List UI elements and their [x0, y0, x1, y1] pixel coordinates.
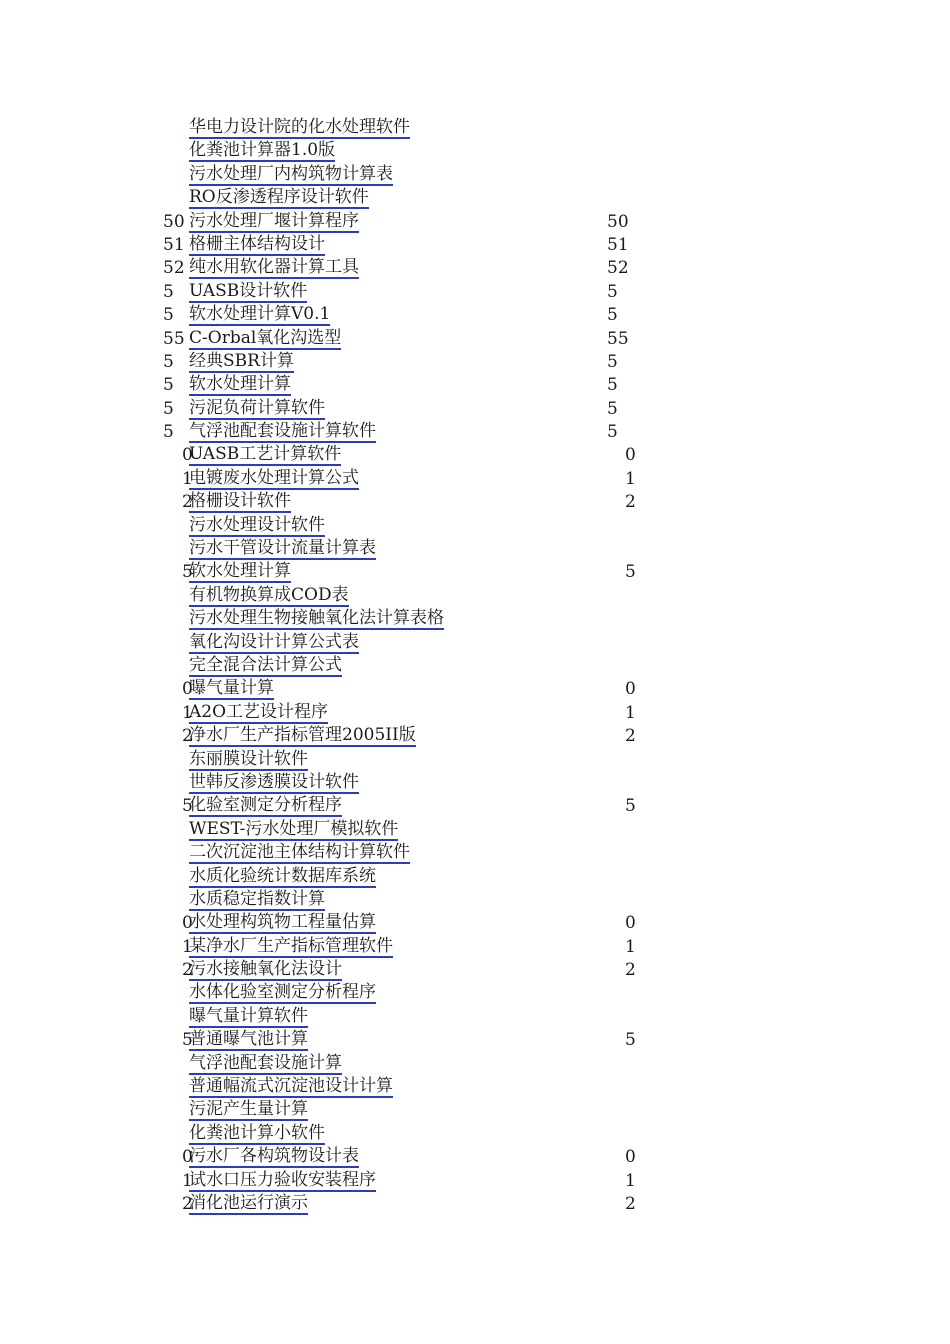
software-link[interactable]: WEST-污水处理厂模拟软件	[189, 818, 399, 839]
software-link[interactable]: 完全混合法计算公式	[189, 654, 342, 675]
software-link[interactable]: 消化池运行演示	[189, 1192, 308, 1213]
right-index-number: 0	[625, 679, 636, 700]
right-index-number: 2	[625, 1193, 636, 1214]
right-index-number: 5	[607, 281, 618, 302]
list-item	[0, 772, 950, 795]
software-link[interactable]: 化粪池计算器1.0版	[189, 140, 336, 161]
list-item	[0, 304, 950, 327]
list-item	[0, 702, 950, 725]
software-link[interactable]: 纯水用软化器计算工具	[189, 257, 359, 278]
list-item	[0, 632, 950, 655]
software-link[interactable]: 华电力设计院的化水处理软件	[189, 117, 410, 137]
list-item	[0, 421, 950, 444]
list-item	[0, 795, 950, 818]
right-index-number: 5	[625, 1030, 636, 1051]
software-link[interactable]: 格栅设计软件	[189, 491, 291, 512]
left-index-number: 1	[182, 936, 191, 957]
software-link[interactable]: 曝气量计算软件	[189, 1005, 308, 1026]
software-link[interactable]: C-Orbal氧化沟选型	[189, 327, 342, 348]
software-link[interactable]: 某净水厂生产指标管理软件	[189, 935, 393, 956]
software-link[interactable]: 有机物换算成COD表	[189, 584, 349, 605]
left-index-number: 5	[163, 375, 174, 396]
left-index-number: 2	[182, 726, 191, 747]
list-item	[0, 398, 950, 421]
list-item	[0, 1123, 950, 1146]
software-link[interactable]: 曝气量计算	[189, 678, 274, 699]
list-item	[0, 211, 950, 234]
right-index-number: 1	[625, 1170, 636, 1191]
software-link[interactable]: 水体化验室测定分析程序	[189, 982, 376, 1003]
software-link[interactable]: 化验室测定分析程序	[189, 795, 342, 816]
list-item	[0, 328, 950, 351]
list-item	[0, 1193, 950, 1216]
right-index-number: 5	[607, 375, 618, 396]
list-item	[0, 608, 950, 631]
left-index-number: 5	[182, 562, 191, 583]
right-index-number: 50	[607, 211, 629, 232]
list-item	[0, 1076, 950, 1099]
list-item	[0, 561, 950, 584]
left-index-number: 0	[182, 1147, 191, 1168]
list-item	[0, 281, 950, 304]
software-link[interactable]: 软水处理计算	[189, 561, 291, 582]
software-link[interactable]: 水质稳定指数计算	[189, 888, 325, 909]
left-index-number: 0	[182, 445, 191, 466]
right-index-number: 52	[607, 258, 629, 279]
right-index-number: 5	[625, 562, 636, 583]
list-item	[0, 234, 950, 257]
software-link[interactable]: 污泥负荷计算软件	[189, 397, 325, 418]
list-item	[0, 585, 950, 608]
right-index-number: 2	[625, 492, 636, 513]
list-item	[0, 842, 950, 865]
left-index-number: 1	[182, 1170, 191, 1191]
left-index-number: 2	[182, 1193, 191, 1214]
right-index-number: 0	[625, 1147, 636, 1168]
list-item	[0, 959, 950, 982]
software-link[interactable]: A2O工艺设计程序	[189, 701, 329, 722]
left-index-number: 5	[182, 796, 191, 817]
left-index-number: 5	[163, 281, 174, 302]
right-index-number: 5	[625, 796, 636, 817]
software-link[interactable]: 污水处理生物接触氧化法计算表格	[189, 608, 444, 629]
software-link[interactable]: RO反渗透程序设计软件	[189, 187, 369, 208]
software-link[interactable]: 气浮池配套设施计算软件	[189, 421, 376, 442]
list-item	[0, 936, 950, 959]
software-link[interactable]: 二次沉淀池主体结构计算软件	[189, 842, 410, 863]
list-item	[0, 257, 950, 280]
left-index-number: 51	[163, 234, 185, 255]
list-item	[0, 468, 950, 491]
software-link[interactable]: 污水处理厂堰计算程序	[189, 210, 359, 231]
left-index-number: 50	[163, 211, 185, 232]
left-index-number: 5	[163, 398, 174, 419]
software-link[interactable]: 普通幅流式沉淀池设计计算	[189, 1076, 393, 1097]
list-item	[0, 140, 950, 163]
list-item	[0, 1053, 950, 1076]
right-index-number: 0	[625, 913, 636, 934]
software-link[interactable]: 氧化沟设计计算公式表	[189, 631, 359, 652]
software-link[interactable]: 气浮池配套设施计算	[189, 1052, 342, 1073]
software-link[interactable]: 污水处理厂内构筑物计算表	[189, 163, 393, 184]
right-index-number: 55	[607, 328, 629, 349]
list-item	[0, 444, 950, 467]
software-link[interactable]: 东丽膜设计软件	[189, 748, 308, 769]
software-link[interactable]: 普通曝气池计算	[189, 1029, 308, 1050]
software-link[interactable]: UASB工艺计算软件	[189, 444, 342, 465]
left-index-number: 5	[163, 351, 174, 372]
left-index-number: 5	[182, 1030, 191, 1051]
left-index-number: 5	[163, 305, 174, 326]
left-index-number: 5	[163, 422, 174, 443]
left-index-number: 1	[182, 468, 191, 489]
right-index-number: 0	[625, 445, 636, 466]
right-index-number: 5	[607, 351, 618, 372]
right-index-number: 5	[607, 398, 618, 419]
list-item	[0, 117, 950, 140]
list-item	[0, 1006, 950, 1029]
right-index-number: 2	[625, 726, 636, 747]
software-link[interactable]: 污泥产生量计算	[189, 1099, 308, 1120]
software-link[interactable]: 软水处理计算V0.1	[189, 304, 331, 325]
list-item	[0, 187, 950, 210]
software-link[interactable]: 水处理构筑物工程量估算	[189, 912, 376, 933]
right-index-number: 1	[625, 468, 636, 489]
list-item	[0, 982, 950, 1005]
software-link[interactable]: 世韩反渗透膜设计软件	[189, 771, 359, 792]
left-index-number: 2	[182, 960, 191, 981]
list-item	[0, 538, 950, 561]
software-link[interactable]: 净水厂生产指标管理2005II版	[189, 725, 416, 746]
software-link[interactable]: 水质化验统计数据库系统	[189, 865, 376, 886]
list-item	[0, 889, 950, 912]
list-item	[0, 1029, 950, 1052]
list-item	[0, 164, 950, 187]
list-item	[0, 725, 950, 748]
software-link[interactable]: 污水接触氧化法设计	[189, 959, 342, 980]
software-link[interactable]: 污水干管设计流量计算表	[189, 538, 376, 559]
software-link[interactable]: 电镀废水处理计算公式	[189, 467, 359, 488]
software-link[interactable]: 污水厂各构筑物设计表	[189, 1146, 359, 1167]
right-index-number: 2	[625, 960, 636, 981]
right-index-number: 5	[607, 305, 618, 326]
left-index-number: 55	[163, 328, 185, 349]
list-item	[0, 819, 950, 842]
list-item	[0, 1146, 950, 1169]
software-link[interactable]: 化粪池计算小软件	[189, 1122, 325, 1143]
list-item	[0, 491, 950, 514]
list-item	[0, 912, 950, 935]
left-index-number: 0	[182, 679, 191, 700]
right-index-number: 1	[625, 936, 636, 957]
list-item	[0, 1170, 950, 1193]
list-item	[0, 351, 950, 374]
left-index-number: 2	[182, 492, 191, 513]
list-item	[0, 866, 950, 889]
right-index-number: 51	[607, 234, 629, 255]
software-link[interactable]: 软水处理计算	[189, 374, 291, 395]
list-item	[0, 678, 950, 701]
right-index-number: 1	[625, 702, 636, 723]
software-link-list	[0, 117, 950, 1216]
software-link[interactable]: 试水口压力验收安装程序	[189, 1169, 376, 1190]
left-index-number: 52	[163, 258, 185, 279]
list-item	[0, 749, 950, 772]
list-item	[0, 1099, 950, 1122]
left-index-number: 0	[182, 913, 191, 934]
list-item	[0, 655, 950, 678]
list-item	[0, 515, 950, 538]
software-link[interactable]: UASB设计软件	[189, 280, 308, 301]
right-index-number: 5	[607, 422, 618, 443]
software-link[interactable]: 污水处理设计软件	[189, 514, 325, 535]
software-link[interactable]: 经典SBR计算	[189, 350, 294, 371]
left-index-number: 1	[182, 702, 191, 723]
software-link[interactable]: 格栅主体结构设计	[189, 233, 325, 254]
list-item	[0, 374, 950, 397]
